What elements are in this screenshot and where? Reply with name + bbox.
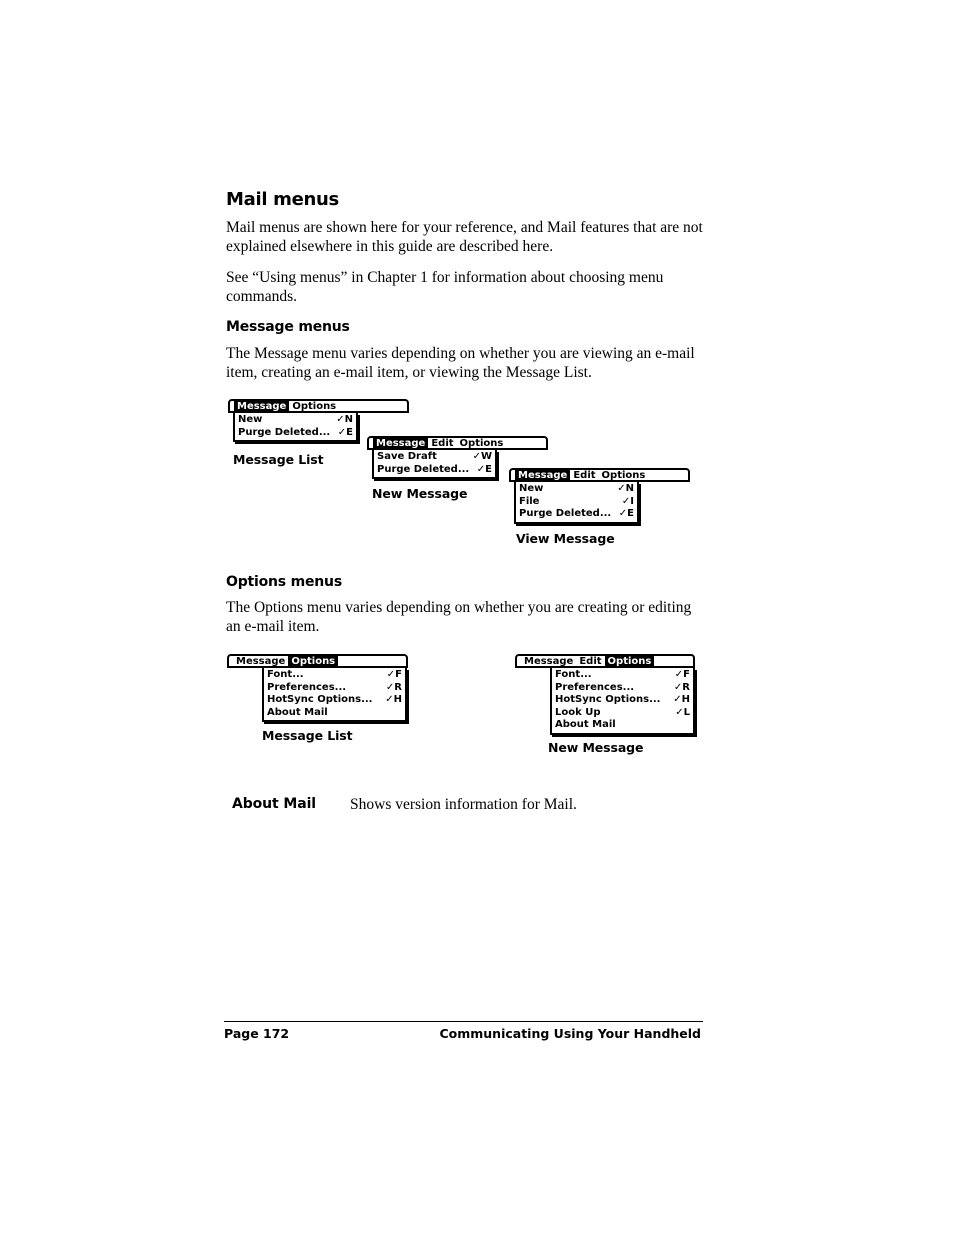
menu-item-shortcut: ✓H: [385, 694, 402, 706]
menu-item-label: HotSync Options...: [267, 694, 373, 706]
menu-item-label: About Mail: [267, 706, 328, 718]
menu-item-label: HotSync Options...: [555, 694, 661, 706]
dropdown-menu: [550, 668, 695, 735]
menu-edit[interactable]: Edit: [573, 470, 596, 481]
menu-item-hotsync-options[interactable]: [267, 694, 402, 707]
menu-item-shortcut: ✓N: [617, 483, 634, 494]
menu-options[interactable]: Options: [605, 656, 655, 666]
caption-view-message: View Message: [516, 531, 615, 546]
menu-edit[interactable]: Edit: [579, 656, 602, 667]
menu-item-label: Purge Deleted...: [519, 508, 612, 520]
menu-options[interactable]: Options: [601, 470, 646, 481]
menu-item-new[interactable]: [238, 414, 353, 427]
menu-item-label: Preferences...: [267, 681, 347, 693]
menu-item-purge-deleted[interactable]: [377, 464, 492, 477]
dropdown-menu: [233, 413, 358, 442]
menu-item-shortcut: ✓W: [472, 451, 492, 462]
dropdown-menu: [514, 482, 639, 524]
menu-item-file[interactable]: [519, 496, 634, 509]
menu-item-label: Save Draft: [377, 451, 437, 462]
menu-item-shortcut: ✓F: [674, 669, 690, 680]
dropdown-menu: [262, 668, 407, 722]
message-menus-description: The Message menu varies depending on whether you are viewing an e-mail item, creating an e-mail item, or viewing the Message List.: [226, 345, 695, 381]
intro-paragraph-2: See “Using menus” in Chapter 1 for information about choosing menu commands.: [226, 269, 664, 305]
menu-options[interactable]: Options: [292, 401, 337, 412]
dropdown-menu: [372, 450, 497, 479]
menu-item-label: Font...: [555, 669, 592, 680]
menu-item-font[interactable]: [267, 669, 402, 682]
menu-item-about-mail[interactable]: [555, 719, 690, 732]
menu-item-hotsync-options[interactable]: [555, 694, 690, 707]
menubar: [227, 654, 408, 668]
menu-item-preferences[interactable]: [555, 682, 690, 695]
menu-item-shortcut: ✓E: [476, 463, 492, 475]
intro-paragraph-1: Mail menus are shown here for your reference, and Mail features that are not explained elsewhere in this guide are described here.: [226, 219, 703, 255]
menubar: [509, 468, 690, 482]
menubar: [515, 654, 695, 668]
chapter-title: Communicating Using Your Handheld: [439, 1026, 701, 1041]
page-title: Mail menus: [226, 189, 339, 210]
menu-item-label: About Mail: [555, 719, 616, 731]
menu-item-label: New: [519, 483, 544, 494]
menu-options[interactable]: Options: [288, 656, 338, 666]
menu-item-look-up[interactable]: [555, 707, 690, 720]
menu-item-label: Preferences...: [555, 681, 635, 693]
caption-new-message: New Message: [372, 486, 468, 501]
definition-description: Shows version information for Mail.: [350, 796, 577, 813]
menu-item-shortcut: ✓N: [336, 414, 353, 425]
definition-term: About Mail: [232, 796, 316, 812]
menu-message[interactable]: Message: [236, 656, 286, 667]
menu-message[interactable]: Message: [373, 438, 428, 448]
menu-item-shortcut: ✓R: [385, 681, 402, 693]
menu-item-shortcut: ✓E: [618, 508, 634, 520]
menu-item-shortcut: ✓R: [673, 681, 690, 693]
menu-item-shortcut: ✓L: [675, 706, 690, 718]
menu-item-shortcut: [396, 707, 402, 720]
menu-message[interactable]: Message: [524, 656, 574, 667]
menu-item-shortcut: ✓F: [386, 669, 402, 680]
menu-item-shortcut: ✓H: [673, 694, 690, 706]
menu-item-shortcut: [684, 719, 690, 732]
menu-item-preferences[interactable]: [267, 682, 402, 695]
options-menus-description: The Options menu varies depending on whether you are creating or editing an e-mail item.: [226, 599, 692, 635]
caption-new-message: New Message: [548, 740, 644, 755]
menu-item-label: Purge Deleted...: [238, 426, 331, 438]
page-number: Page 172: [224, 1026, 290, 1041]
menu-item-label: Purge Deleted...: [377, 463, 470, 475]
menu-item-label: Font...: [267, 669, 304, 680]
menubar: [228, 399, 409, 413]
menu-message[interactable]: Message: [515, 470, 570, 480]
menubar: [367, 436, 548, 450]
menu-edit[interactable]: Edit: [431, 438, 454, 449]
menu-item-purge-deleted[interactable]: [519, 508, 634, 521]
menu-item-label: File: [519, 495, 540, 507]
caption-message-list: Message List: [233, 452, 324, 467]
menu-message[interactable]: Message: [234, 401, 289, 411]
menu-item-shortcut: ✓E: [337, 426, 353, 438]
menu-item-shortcut: ✓I: [621, 495, 634, 507]
menu-item-label: Look Up: [555, 706, 601, 718]
options-menus-heading: Options menus: [226, 574, 342, 590]
menu-item-font[interactable]: [555, 669, 690, 682]
message-menus-heading: Message menus: [226, 319, 350, 335]
menu-item-new[interactable]: [519, 483, 634, 496]
caption-message-list: Message List: [262, 728, 353, 743]
menu-item-purge-deleted[interactable]: [238, 427, 353, 440]
menu-item-about-mail[interactable]: [267, 707, 402, 720]
menu-item-save-draft[interactable]: [377, 451, 492, 464]
menu-item-label: New: [238, 414, 263, 425]
menu-options[interactable]: Options: [459, 438, 504, 449]
footer-rule: [224, 1021, 703, 1022]
